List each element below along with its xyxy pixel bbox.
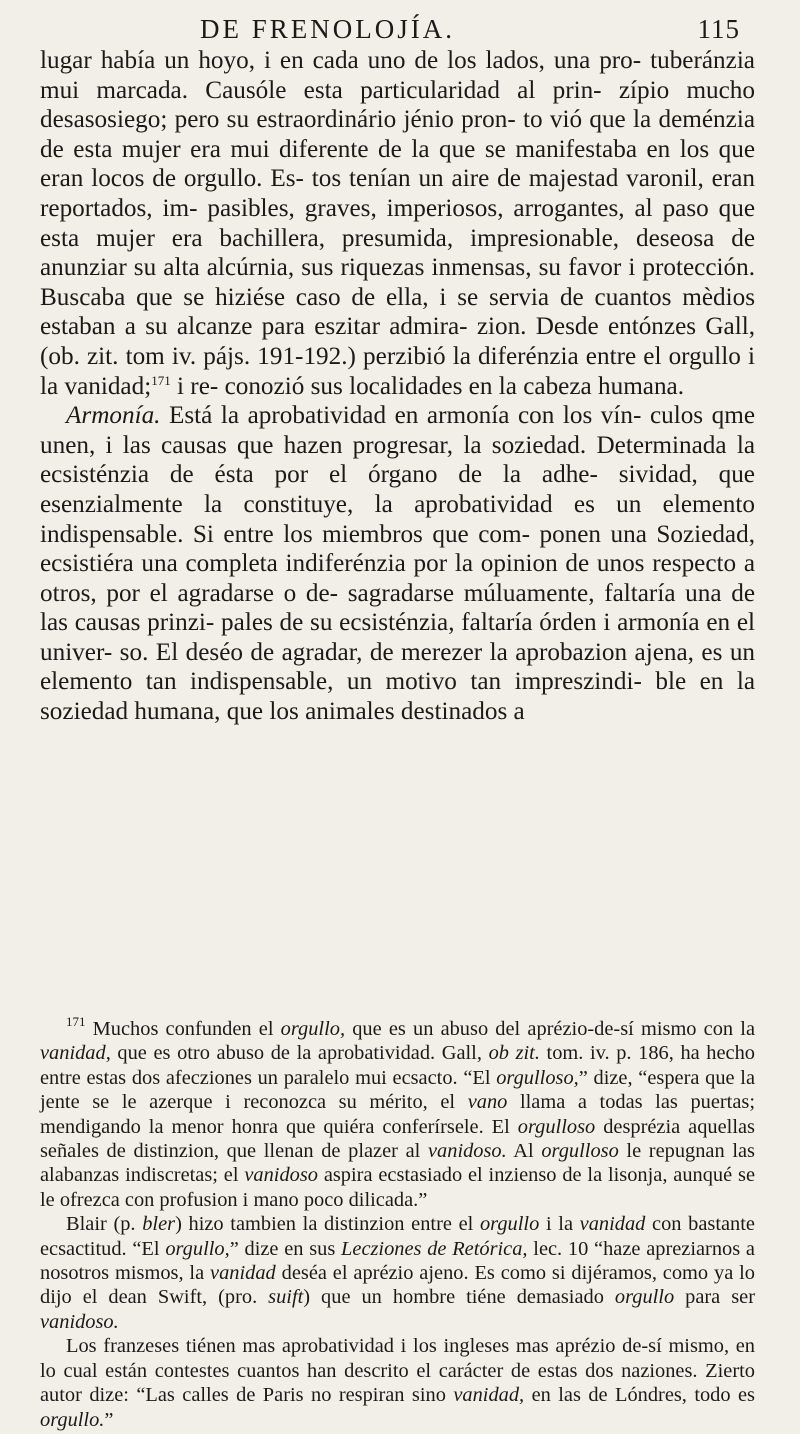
text-line: zion. Desde entónzes Gall, (ob. zit. tom iv. pájs. 191-192.) — [40, 313, 755, 370]
emphasis: ob zit. — [488, 1042, 540, 1065]
text-line: tuberánzia mui marcada. Causóle esta particularidad al prin- — [40, 47, 755, 104]
footnote-text: ) hizo tambien la distinzion entre el — [175, 1213, 480, 1236]
footnote-text: aspira ecstasiado el inzienso de la lisonja, aunqué se le ofrezca con profusion i mano poco dilicada.” — [40, 1164, 755, 1211]
text-line: sividad, que esenzialmente la constituye, la aprobatividad — [40, 461, 755, 518]
emphasis: suift — [268, 1286, 304, 1309]
text-line: conozió sus localidades en la cabeza humana. — [224, 372, 685, 400]
footnote-number: 171 — [66, 1014, 86, 1029]
paragraph-armonia — [40, 401, 755, 727]
footnote-franzeses — [40, 1334, 755, 1432]
text-line: pasibles, graves, imperiosos, arrogantes, al paso que esta — [40, 194, 755, 252]
emphasis: vanidoso. — [428, 1140, 507, 1163]
footnote-text: que es otro abuso de la aprobatividad. Gall, — [110, 1042, 489, 1065]
text-line: de cuantos mèdios estaban a su alcanze para eszitar admira- — [40, 283, 756, 341]
footnote-text: Al — [506, 1140, 542, 1163]
emphasis: vanidoso — [244, 1164, 318, 1187]
text-line: es un elemento indispensable. Si entre los miembros que com- — [40, 490, 755, 548]
text-line: culos qme unen, i las causas que hazen progresar, la soziedad. — [40, 402, 756, 459]
footnote-text: que es un abuso del aprézio-de-sí mismo con la — [345, 1018, 755, 1040]
text-line: mujer era bachillera, presumida, impresionable, deseosa de — [96, 224, 755, 252]
footnote-text: Muchos confunden el — [85, 1018, 281, 1040]
footnote-text: en las de Lóndres, todo es — [524, 1384, 755, 1407]
text-line: sagradarse múluamente, faltaría una de las causas prinzi- — [40, 579, 755, 637]
body-text — [40, 46, 755, 727]
footnote-text: lec. 10 “haze apreziarnos a nosotros mismos, la — [40, 1237, 755, 1285]
text-line: so. El deséo de agradar, de merezer la aprobazion ajena, es — [119, 638, 723, 666]
footnote-text: ” dize en sus — [229, 1237, 342, 1260]
text-line: la que se manifestaba en los que eran locos de orgullo. Es- — [40, 135, 756, 193]
emphasis: bler — [142, 1213, 176, 1236]
emphasis: vanidad — [579, 1213, 646, 1236]
emphasis: vanidad, — [453, 1384, 525, 1407]
text-line: ponen una Soziedad, ecsistiéra una completa indiferénzia por — [40, 520, 756, 578]
footnote-text: desprézia aquellas señales de distinzion, que llenan de plazer al — [40, 1115, 755, 1163]
emphasis: vanidoso. — [40, 1310, 119, 1333]
text-line: un elemento tan indispensable, un motivo tan impreszindi- — [40, 638, 755, 696]
emphasis: vanidad, — [40, 1042, 111, 1065]
footnote-blair — [40, 1212, 755, 1334]
emphasis: Lecziones de Retórica, — [341, 1237, 528, 1260]
footnote-text: ” dize, “espera que la jente se le azerque i reconozca su mérito, el — [40, 1066, 755, 1114]
text-line: anunziar su alta alcúrnia, sus riquezas inmensas, su favor i — [40, 254, 636, 282]
emphasis: orgullo, — [165, 1237, 230, 1260]
page-number: 115 — [697, 14, 740, 44]
footnote-text: para ser — [674, 1286, 755, 1309]
footnote-ref: 171 — [151, 372, 171, 388]
footnote-text: tom. iv. p. 186, ha hecho entre estas dos afecziones un paralelo mui ecsacto. “El — [40, 1042, 755, 1089]
running-header — [40, 14, 740, 44]
section-heading: Armonía. — [66, 402, 161, 430]
footnote-text: ) que un hombre tiéne demasiado — [303, 1286, 615, 1309]
emphasis: orgullo, — [280, 1018, 346, 1040]
paragraph-continuation — [40, 46, 755, 401]
text-line: zípio mucho desasosiego; pero su estraordinário jénio pron- — [40, 76, 755, 134]
text-line: protección. Buscaba que se hiziése caso de ella, i se servia — [40, 254, 756, 311]
footnote-171 — [40, 1014, 755, 1212]
footnote-text: Los franzeses tiénen mas aprobatividad i los ingleses mas aprézio de-sí mismo, en lo cual están contestes cuantos han descrito el carácter de estas dos naziones. Zierto autor dize: “Las calles de Paris no respiran sino — [40, 1335, 755, 1407]
running-title: DE FRENOLOJÍA. — [200, 14, 455, 44]
text-line: la opinion de unos respecto a otros, por el agradarse o de- — [40, 550, 756, 607]
emphasis: orgullo. — [40, 1408, 105, 1431]
footnote-text: con bastante ecsactitud. “El — [40, 1213, 755, 1260]
footnote-text: Blair (p. — [66, 1213, 143, 1236]
text-line: lugar había un hoyo, i en cada uno de los lados, una pro- — [40, 47, 642, 74]
emphasis: orgulloso, — [496, 1066, 579, 1089]
text-line: ble en la soziedad humana, que los animales destinados a — [40, 668, 756, 726]
footnote-text: deséa el aprézio ajeno. Es como si dijéramos, como ya lo dijo el dean Swift, (pro. — [40, 1262, 755, 1309]
emphasis: vanidad — [210, 1262, 276, 1285]
text-line: pales de su ecsisténzia, faltaría órden i armonía en el univer- — [40, 609, 756, 666]
emphasis: orgulloso — [541, 1140, 619, 1163]
text-line: perzibió la diferénzia entre el orgullo i la vanidad; — [40, 342, 755, 400]
emphasis: vano — [467, 1091, 508, 1114]
footnotes — [40, 1014, 755, 1432]
footnote-text: i la — [539, 1213, 580, 1236]
emphasis: orgullo — [614, 1286, 675, 1309]
text-line: to vió que la deménzia de esta mujer era mui diferente de — [40, 106, 755, 163]
footnote-text: le repugnan las alabanzas indiscretas; el — [40, 1140, 755, 1187]
text-line: tos tenían un aire de majestad varonil, eran reportados, im- — [40, 165, 755, 222]
emphasis: orgulloso — [517, 1115, 596, 1138]
text-line: Está la aprobatividad en armonía con los vín- — [160, 402, 642, 430]
emphasis: orgullo — [479, 1213, 540, 1236]
footnote-text: llama a todas las puertas; mendigando la menor honra que quiéra conferírsele. El — [40, 1091, 755, 1138]
text-line: Determinada la ecsisténzia de ésta por el órgano de la adhe- — [40, 431, 756, 489]
footnote-text: ” — [104, 1408, 114, 1431]
text-line: i re- — [170, 372, 219, 400]
